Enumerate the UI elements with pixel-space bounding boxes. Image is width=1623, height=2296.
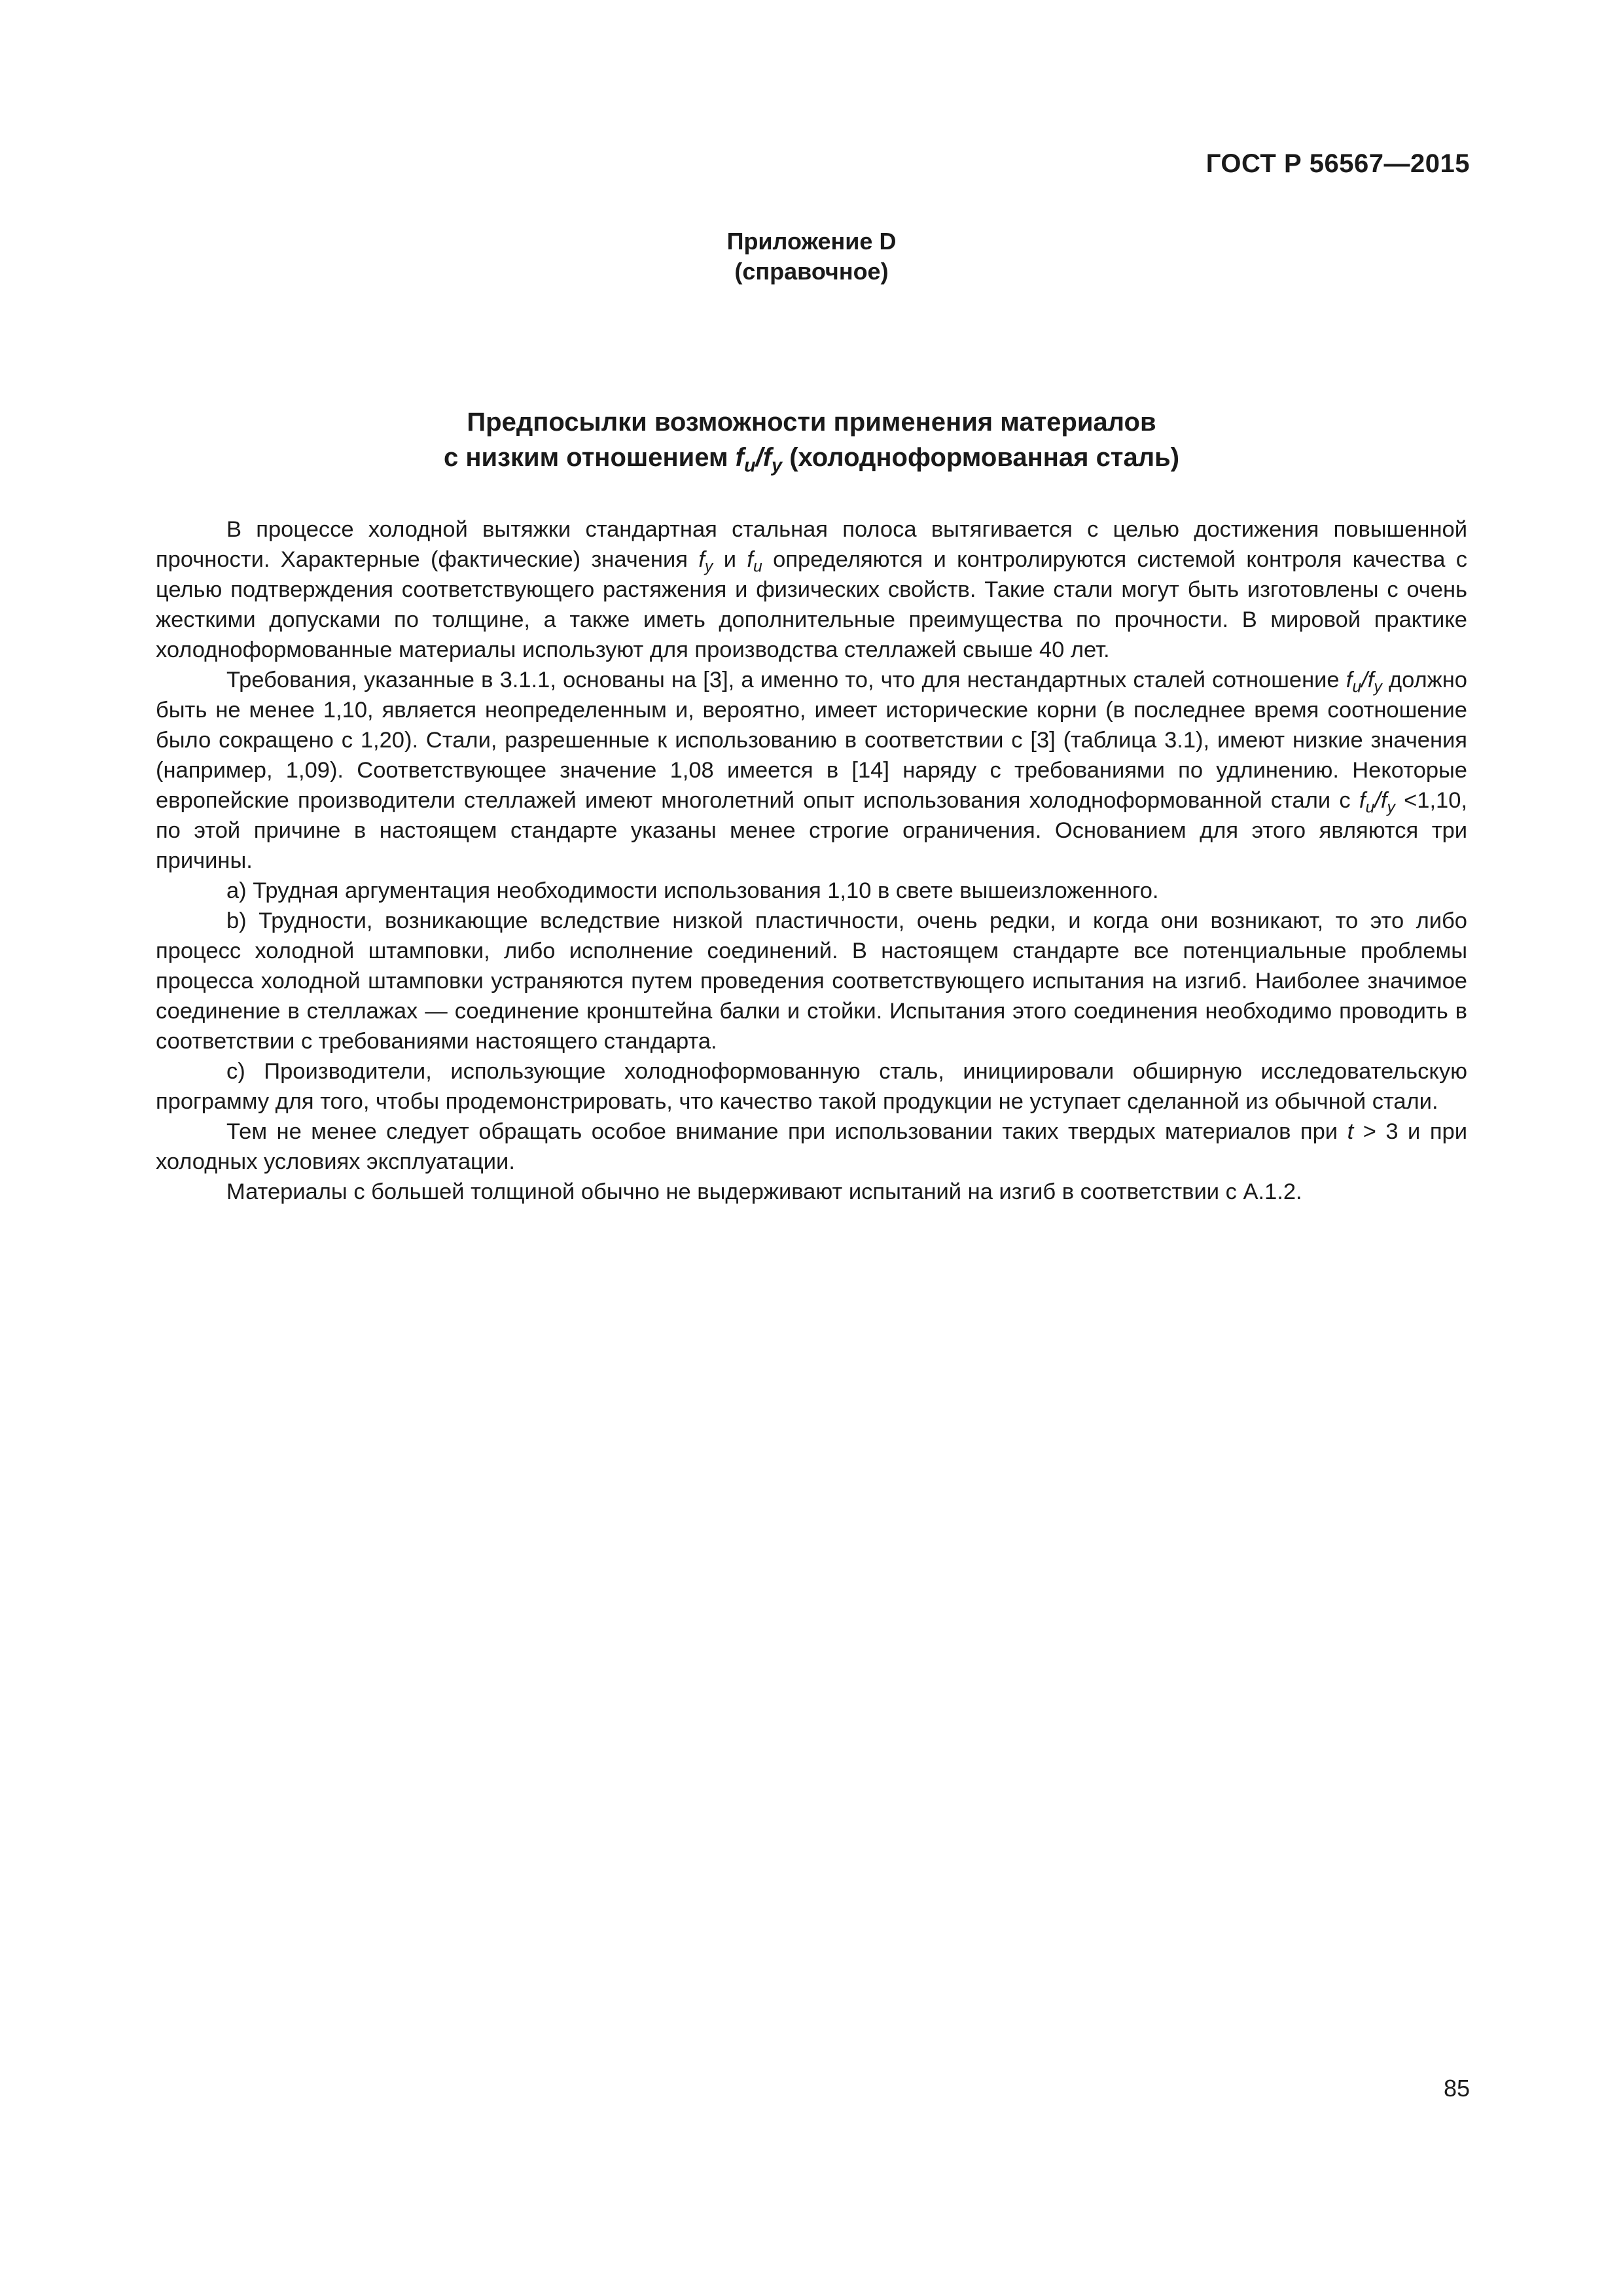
paragraph-2: Требования, указанные в 3.1.1, основаны на [3], а именно то, что для нестандартных сталей сотношение $f_u/f_y$ должно быть не менее 1,10, является неопределенным и, вероятно, имеет исторические корни (в последнее время соотношение было сокращено с 1,20). Стали, разрешенные к использованию в соответствии с [3] (таблица 3.1), имеют низкие значения (например, 1,09). Соответствующее значение 1,08 имеется в [14] наряду с требованиями по удлинению. Некоторые европейские производители стеллажей имеют многолетний опыт использования холодноформованной стали с $f_u/f_y <1,10$, по этой причине в настоящем стандарте указаны менее строгие ограничения. Основанием для этого являются три причины. [156, 668, 1467, 873]
annex-type: (справочное) [734, 258, 889, 285]
body-text [156, 514, 1467, 1207]
annex-label: Приложение D [726, 228, 897, 255]
title-line-2-end: (холодноформованная сталь) [789, 443, 1180, 472]
document-code: ГОСТ Р 56567—2015 [1205, 149, 1470, 178]
list-item-b: b) Трудности, возникающие вследствие низкой пластичности, очень редки, и когда они возникают, то это либо процесс холодной штамповки, либо исполнение соединений. В настоящем стандарте все потенциальные проблемы процесса холодной штамповки устраняются путем проведения соответствующего испытания на изгиб. Наиболее значимое соединение в стеллажах — соединение кронштейна балки и стойки. Испытания этого соединения необходимо проводить в соответствии с требованиями настоящего стандарта. [156, 908, 1467, 1054]
list-item-c: c) Производители, использующие холодноформованную сталь, инициировали обширную исследовательскую программу для того, чтобы продемонстрировать, что качество такой продукции не уступает сделанной из обычной стали. [156, 1059, 1467, 1114]
list-item-a: a) Трудная аргументация необходимости использования 1,10 в свете вышеизложенного. [226, 878, 1159, 903]
title-line-2 [0, 440, 1623, 475]
paragraph-4: Материалы с большей толщиной обычно не выдерживают испытаний на изгиб в соответствии с А.1.2. [226, 1179, 1302, 1204]
title-line-1: Предпосылки возможности применения материалов [467, 408, 1156, 437]
page-number: 85 [1443, 2075, 1470, 2102]
paragraph-1: В процессе холодной вытяжки стандартная стальная полоса вытягивается с целью достижения повышенной прочности. Характерные (фактические) значения $f_y$ и $f_u$ определяются и контролируются системой контроля качества с целью подтверждения соответствующего растяжения и физических свойств. Такие стали могут быть изготовлены с очень жесткими допусками по толщине, а также иметь дополнительные преимущества по прочности. В мировой практике холодноформованные материалы используют для производства стеллажей свыше 40 лет. [156, 517, 1467, 662]
title-line-2-start: с низким отношением [443, 443, 728, 472]
paragraph-3: Тем не менее следует обращать особое внимание при использовании таких твердых материалов при t > 3 и при холодных условиях эксплуатации. [156, 1119, 1467, 1174]
section-title [0, 404, 1623, 475]
title-ratio: $f_u/f_y$ [735, 443, 783, 476]
annex-heading [0, 226, 1623, 287]
